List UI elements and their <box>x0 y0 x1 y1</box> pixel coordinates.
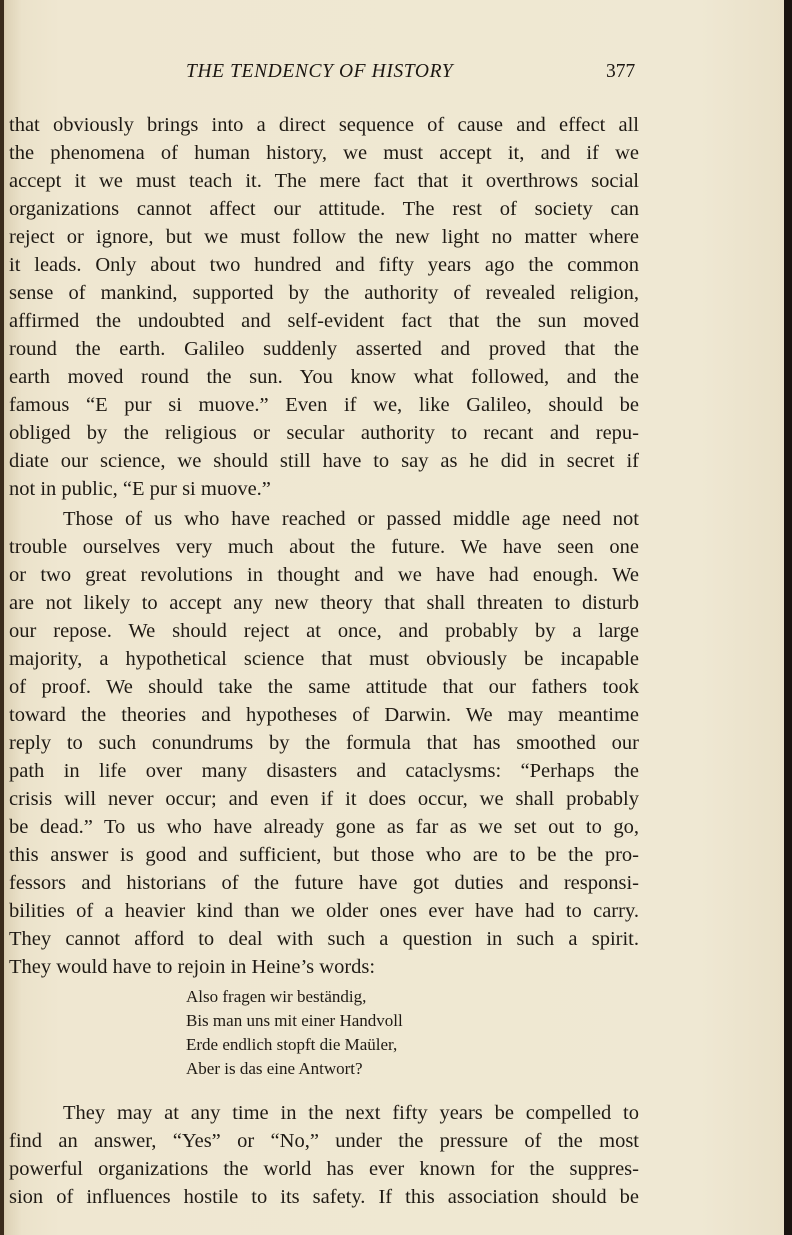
verse-line: Aber is das eine Antwort? <box>186 1059 363 1078</box>
book-spine-edge <box>0 0 4 1235</box>
text-line: not in public, “E pur si muove.” <box>9 478 271 500</box>
text-line: Those of us who have reached or passed middle age need not <box>63 508 639 530</box>
text-line: obliged by the religious or secular authority to recant and repu- <box>9 422 639 444</box>
running-title: THE TENDENCY OF HISTORY <box>186 61 454 82</box>
verse-line: Also fragen wir beständig, <box>186 987 367 1006</box>
text-line: organizations cannot affect our attitude. The rest of society can <box>9 198 639 220</box>
verse-line: Erde endlich stopft die Maüler, <box>186 1035 398 1054</box>
text-line: toward the theories and hypotheses of Darwin. We may meantime <box>9 704 639 726</box>
text-line: crisis will never occur; and even if it does occur, we shall probably <box>9 788 639 810</box>
verse-line: Bis man uns mit einer Handvoll <box>186 1011 403 1030</box>
text-line: They cannot afford to deal with such a question in such a spirit. <box>9 928 639 950</box>
text-line: of proof. We should take the same attitude that our fathers took <box>9 676 639 698</box>
text-line: earth moved round the sun. You know what followed, and the <box>9 366 639 388</box>
text-line: or two great revolutions in thought and we have had enough. We <box>9 564 639 586</box>
text-line: round the earth. Galileo suddenly asserted and proved that the <box>9 338 639 360</box>
text-line: the phenomena of human history, we must accept it, and if we <box>9 142 639 164</box>
text-line: They may at any time in the next fifty years be compelled to <box>63 1102 639 1124</box>
text-line: bilities of a heavier kind than we older ones ever have had to carry. <box>9 900 639 922</box>
text-line: powerful organizations the world has ever known for the suppres- <box>9 1158 639 1180</box>
text-line: that obviously brings into a direct sequence of cause and effect all <box>9 114 639 136</box>
text-line: reject or ignore, but we must follow the new light no matter where <box>9 226 639 248</box>
text-line: path in life over many disasters and cataclysms: “Perhaps the <box>9 760 639 782</box>
text-line: reply to such conundrums by the formula that has smoothed our <box>9 732 639 754</box>
text-line: this answer is good and sufficient, but those who are to be the pro- <box>9 844 639 866</box>
page-number: 377 <box>606 61 636 82</box>
text-line: find an answer, “Yes” or “No,” under the pressure of the most <box>9 1130 639 1152</box>
text-line: fessors and historians of the future have got duties and responsi- <box>9 872 639 894</box>
text-line: sion of influences hostile to its safety. If this association should be <box>9 1186 639 1208</box>
text-line: majority, a hypothetical science that must obviously be incapable <box>9 648 639 670</box>
text-line: be dead.” To us who have already gone as far as we set out to go, <box>9 816 639 838</box>
text-line: affirmed the undoubted and self-evident fact that the sun moved <box>9 310 639 332</box>
text-line: our repose. We should reject at once, and probably by a large <box>9 620 639 642</box>
text-line: are not likely to accept any new theory that shall threaten to disturb <box>9 592 639 614</box>
text-line: accept it we must teach it. The mere fact that it overthrows social <box>9 170 639 192</box>
text-line: trouble ourselves very much about the future. We have seen one <box>9 536 639 558</box>
text-line: it leads. Only about two hundred and fifty years ago the common <box>9 254 639 276</box>
text-line: They would have to rejoin in Heine’s words: <box>9 956 376 978</box>
text-line: sense of mankind, supported by the authority of revealed religion, <box>9 282 639 304</box>
page-header <box>0 61 784 91</box>
text-line: diate our science, we should still have to say as he did in secret if <box>9 450 639 472</box>
text-line: famous “E pur si muove.” Even if we, like Galileo, should be <box>9 394 639 416</box>
